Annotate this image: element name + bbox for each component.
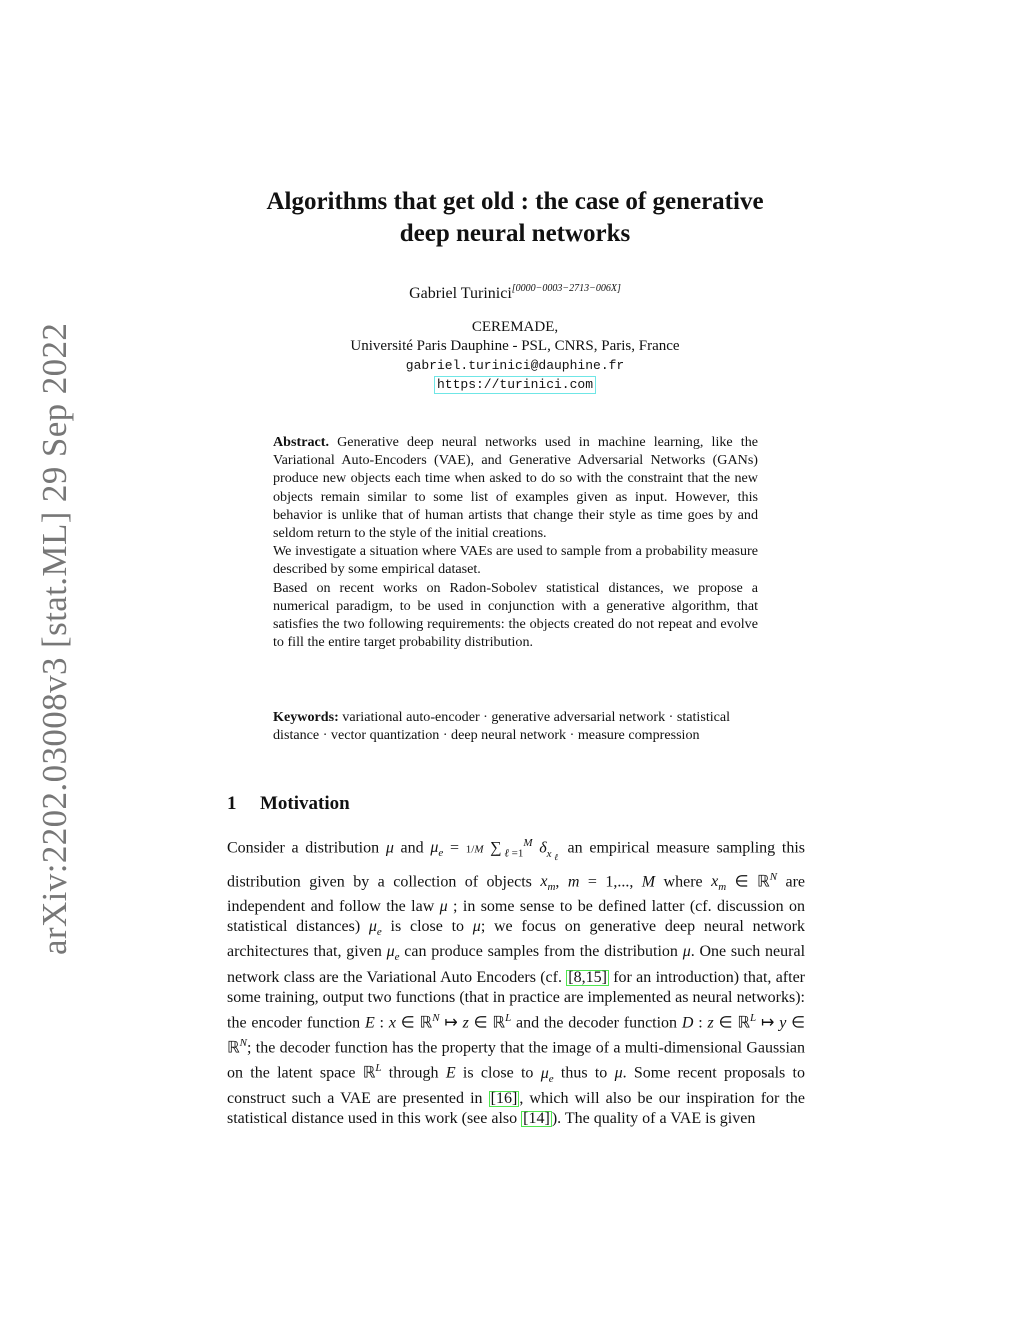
author-name: Gabriel Turinici bbox=[409, 285, 512, 302]
abstract-paragraph-1 bbox=[273, 433, 758, 542]
paper-title bbox=[0, 186, 1024, 250]
abstract-label: Abstract. bbox=[273, 434, 329, 450]
keywords-text: variational auto-encoder · generative adversarial network · statistical distance · vector quantization · deep neural network · measure compression bbox=[273, 709, 731, 744]
title-line-1: Algorithms that get old : the case of generative bbox=[266, 188, 764, 215]
author-url-link[interactable]: https://turinici.com bbox=[434, 376, 596, 394]
section-number: 1 bbox=[227, 793, 237, 814]
citation-link-14[interactable]: [14] bbox=[523, 1109, 550, 1127]
body-paragraph: Consider a distribution μ and $\mu_e = 1/M$ $\sum_{\ell=1}^M$ $\delta_{x_\ell}$ an empirical measure sampling this distribution given by a collection of objects $x_m$, m = 1,..., M where $x_m$ ∈ ℝ$^N$ are independent and follow the law μ ; in some sense to be defined latter (cf. discussion on statistical distances) $\mu_e$ is close to μ; we focus on generative deep neural network architectures that, given $\mu_e$ can produce samples from the distribution μ. One such neural network class are the Variational Auto Encoders (cf. [8,15] for an introduction) that, after some training, output two functions (that in practice are implemented as neural networks): the encoder function E : x ∈ ℝ$^N$ ↦ z ∈ ℝ$^L$ and the decoder function D : z ∈ ℝ$^L$ ↦ y ∈ ℝ$^N$; the decoder function has the property that the image of a multi-dimensional Gaussian on the latent space ℝ$^L$ through E is close to $\mu_e$ thus to μ. Some recent proposals to construct such a VAE are presented in [16] , which will also be our inspiration for the statistical distance used in this work (see also [14] ). The quality of a VAE is given bbox=[227, 837, 806, 1127]
citation-link-16[interactable]: [16] bbox=[490, 1089, 518, 1107]
author-email[interactable]: gabriel.turinici@dauphine.fr bbox=[405, 358, 625, 373]
arxiv-identifier: arXiv:2202.03008v3 [stat.ML] 29 Sep 2022 bbox=[35, 322, 74, 955]
section-heading bbox=[227, 793, 350, 815]
affiliation-block bbox=[0, 318, 1024, 394]
keywords bbox=[273, 708, 758, 744]
abstract-paragraph-3: Based on recent works on Radon-Sobolev statistical distances, we propose a numerical paradigm, to be used in conjunction with a generative algorithm, that satisfies the two following requirements: the objects created do not repeat and evolve to fill the entire target probability distribution. bbox=[273, 579, 758, 651]
author-line bbox=[0, 283, 1024, 303]
keywords-label: Keywords: bbox=[273, 709, 339, 725]
title-line-2: deep neural networks bbox=[399, 220, 631, 247]
author-orcid: [0000−0003−2713−006X] bbox=[511, 283, 621, 294]
abstract bbox=[273, 433, 758, 651]
abstract-p1-text: Generative deep neural networks used in machine learning, like the Variational Auto-Encoders (VAE), and Generative Adversarial Networks (GANs) produce new objects each time when asked to do so with the constraint that the new objects remain similar to some list of examples given as input. However, this behavior is unlike that of human artists that change their style as time goes by and seldom return to the style of the initial creations. bbox=[273, 434, 758, 542]
affiliation-university: Université Paris Dauphine - PSL, CNRS, Paris, France bbox=[350, 338, 680, 354]
citation-link-8-15[interactable]: [8,15] bbox=[568, 968, 607, 986]
affiliation-lab: CEREMADE, bbox=[471, 319, 559, 335]
abstract-paragraph-2: We investigate a situation where VAEs are used to sample from a probability measure described by some empirical dataset. bbox=[273, 543, 758, 578]
section-title: Motivation bbox=[260, 793, 350, 814]
